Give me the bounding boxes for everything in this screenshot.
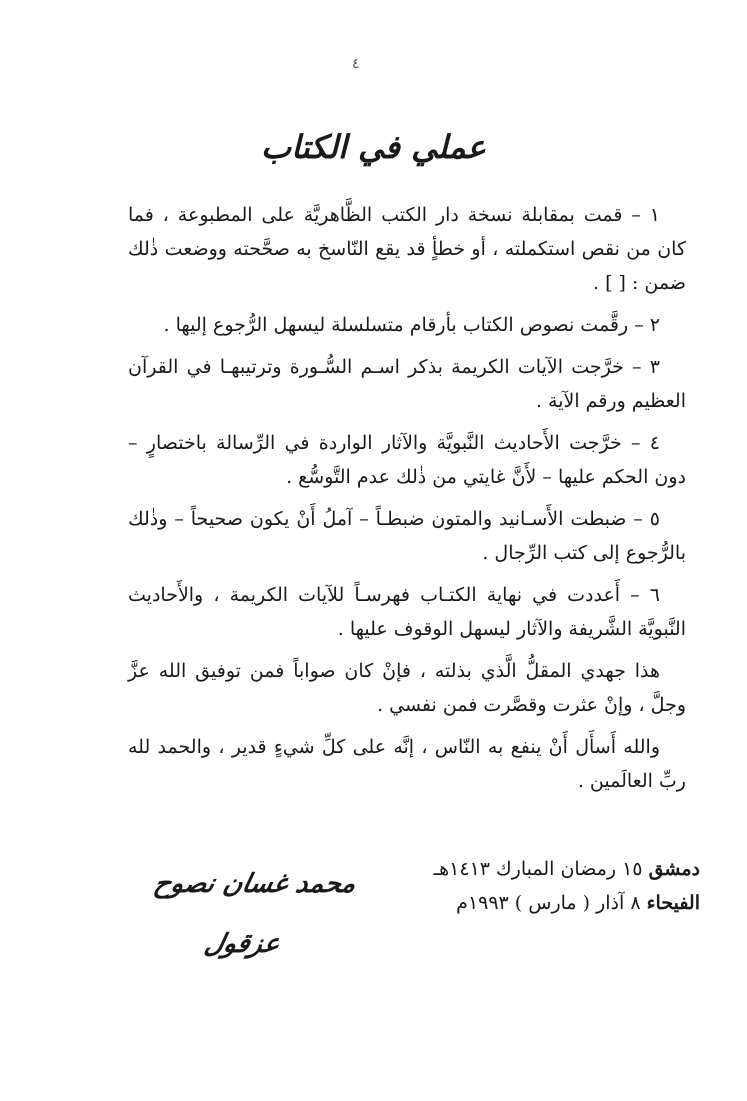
body-text <box>128 198 686 806</box>
paragraph-3: ٣ – خرَّجت الآيات الكريمة بذكر اسـم السُّـورة وترتيبهـا في القرآن العظيم ورقم الآية . <box>128 356 686 412</box>
gregorian-date: ٨ آذار ( مارس ) ١٩٩٣م <box>456 892 641 914</box>
section-heading: عملي في الكتاب <box>261 128 486 166</box>
paragraph-2: ٢ – رقَّمت نصوص الكتاب بأرقام متسلسلة ليسهل الرُّجوع إليها . <box>163 314 660 336</box>
paragraph-6: ٦ – أَعددت في نهاية الكتـاب فهرسـاً للآيات الكريمة ، والأَحاديث النَّبويَّة الشَّريفة والآثار ليسهل الوقوف عليها . <box>128 584 686 640</box>
place-name: دمشق <box>648 858 700 880</box>
paragraph-4: ٤ – خرَّجت الأَحاديث النَّبويَّة والآثار الواردة في الرِّسالة باختصارٍ – دون الحكم عليها – لأَنَّ غايتي من ذٰلك عدم التَّوسُّع . <box>128 432 686 488</box>
paragraph-1: ١ – قمت بمقابلة نسخة دار الكتب الظَّاهريَّة على المطبوعة ، فما كان من نقص استكملته ، أو خطأٍ قد يقع النّاسخ به صحَّحته ووضعت ذٰلك ضمن : [ ] . <box>128 204 686 294</box>
page-mark: ٤ <box>352 56 360 72</box>
place-date-line-2 <box>400 886 700 920</box>
place-date-line-1 <box>400 852 700 886</box>
place-date-block <box>400 852 700 920</box>
paragraph-prayer: والله أَسأَل أَنْ ينفع به النّاس ، إنَّه على كلِّ شيءٍ قدير ، والحمد لله ربِّ العالَمين . <box>128 736 686 792</box>
hijri-date: ١٥ رمضان المبارك ١٤١٣هـ <box>433 858 643 880</box>
place-epithet: الفيحاء <box>646 892 700 914</box>
paragraph-5: ٥ – ضبطت الأَسـانيد والمتون ضبطـاً – آملُ أَنْ يكون صحيحاً – وذٰلك بالرُّجوع إلى كتب الرِّجال . <box>128 508 686 564</box>
author-signature: محمد غسان نصوح عزقول <box>151 869 359 959</box>
paragraph-closing: هذا جهدي المقلُّ الَّذي بذلته ، فإنْ كان صواباً فمن توفيق الله عزَّ وجلَّ ، وإنْ عثرت وقصَّرت فمن نفسي . <box>128 660 686 716</box>
